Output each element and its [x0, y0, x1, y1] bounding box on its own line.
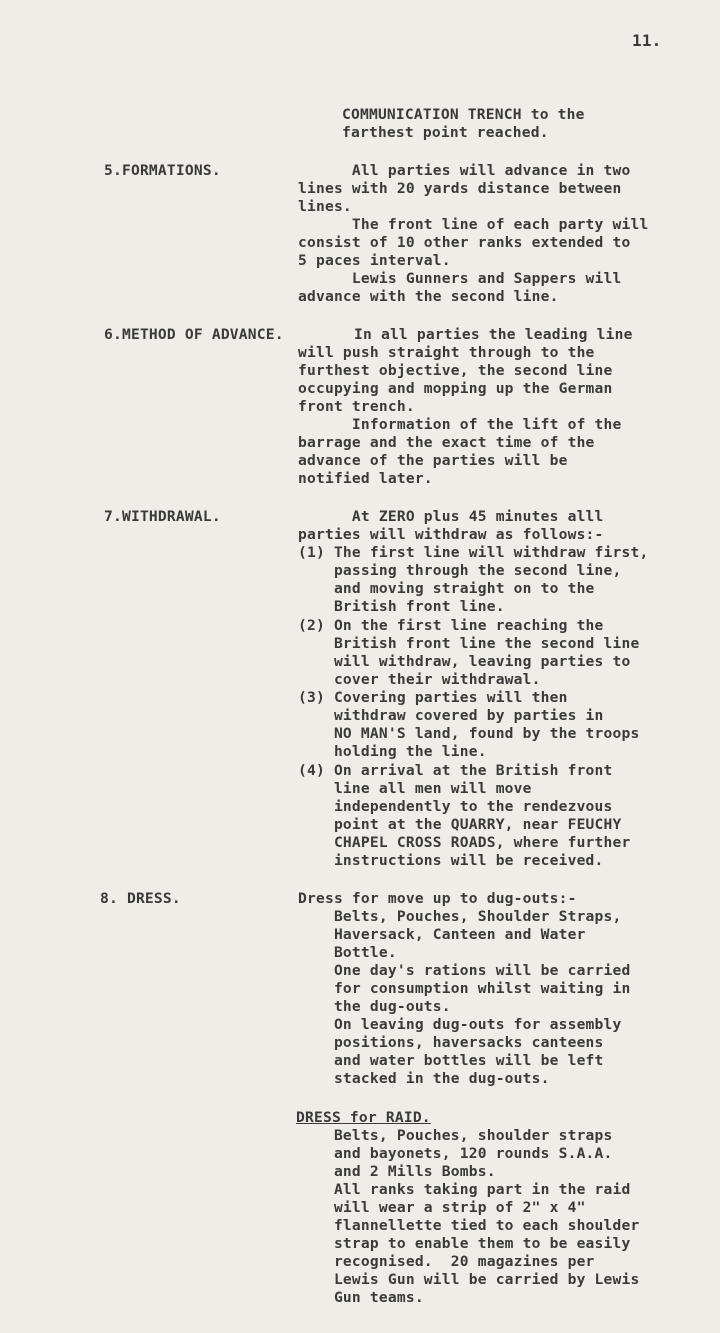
text-line: stacked in the dug-outs. [298, 1070, 550, 1087]
text-line: Gun teams. [298, 1289, 424, 1306]
text-line: line all men will move [298, 780, 532, 797]
text-line: strap to enable them to be easily [298, 1235, 631, 1252]
section-heading-withdrawal: 7.WITHDRAWAL. [104, 508, 221, 525]
text-line: occupying and mopping up the German [298, 380, 613, 397]
text-line: withdraw covered by parties in [298, 707, 604, 724]
text-line: British front line the second line [298, 635, 640, 652]
text-line: All ranks taking part in the raid [298, 1181, 631, 1198]
text-line: advance of the parties will be [298, 452, 568, 469]
text-line: front trench. [298, 398, 415, 415]
text-line: passing through the second line, [298, 562, 622, 579]
section-heading-method-of-advance: 6.METHOD OF ADVANCE. [104, 326, 284, 343]
text-line: In all parties the leading line [354, 326, 633, 343]
text-line: point at the QUARRY, near FEUCHY [298, 816, 622, 833]
subheading-dress-for-raid: DRESS for RAID. [296, 1109, 431, 1126]
text-line: parties will withdraw as follows:- [298, 526, 604, 543]
text-line: One day's rations will be carried [298, 962, 631, 979]
intro-line-2: farthest point reached. [342, 124, 549, 141]
text-line: Lewis Gunners and Sappers will [298, 270, 622, 287]
text-line: Information of the lift of the [298, 416, 622, 433]
text-line: lines with 20 yards distance between [298, 180, 622, 197]
section-heading-dress: 8. DRESS. [100, 890, 181, 907]
text-line: (1) The first line will withdraw first, [298, 544, 649, 561]
text-line: Lewis Gun will be carried by Lewis [298, 1271, 640, 1288]
text-line: and 2 Mills Bombs. [298, 1163, 496, 1180]
text-line: At ZERO plus 45 minutes alll [298, 508, 604, 525]
text-line: consist of 10 other ranks extended to [298, 234, 631, 251]
text-line: British front line. [298, 598, 505, 615]
text-line: instructions will be received. [298, 852, 604, 869]
text-line: notified later. [298, 470, 433, 487]
text-line: 5 paces interval. [298, 252, 451, 269]
page-number: 11. [632, 31, 662, 50]
text-line: will push straight through to the [298, 344, 595, 361]
text-line: positions, haversacks canteens [298, 1034, 604, 1051]
text-line: Belts, Pouches, Shoulder Straps, [298, 908, 622, 925]
text-line: and moving straight on to the [298, 580, 595, 597]
text-line: holding the line. [298, 743, 487, 760]
text-line: (3) Covering parties will then [298, 689, 568, 706]
text-line: All parties will advance in two [298, 162, 631, 179]
text-line: will wear a strip of 2" x 4" [298, 1199, 586, 1216]
text-line: (4) On arrival at the British front [298, 762, 613, 779]
text-line: Bottle. [298, 944, 397, 961]
section-heading-formations: 5.FORMATIONS. [104, 162, 221, 179]
text-line: Belts, Pouches, shoulder straps [298, 1127, 613, 1144]
text-line: recognised. 20 magazines per [298, 1253, 595, 1270]
text-line: the dug-outs. [298, 998, 451, 1015]
text-line: CHAPEL CROSS ROADS, where further [298, 834, 631, 851]
text-line: Haversack, Canteen and Water [298, 926, 586, 943]
text-line: Dress for move up to dug-outs:- [298, 890, 577, 907]
intro-line-1: COMMUNICATION TRENCH to the [342, 106, 585, 123]
text-line: The front line of each party will [298, 216, 649, 233]
text-line: furthest objective, the second line [298, 362, 613, 379]
text-line: independently to the rendezvous [298, 798, 613, 815]
text-line: flannellette tied to each shoulder [298, 1217, 640, 1234]
text-line: cover their withdrawal. [298, 671, 541, 688]
text-line: barrage and the exact time of the [298, 434, 595, 451]
text-line: for consumption whilst waiting in [298, 980, 631, 997]
text-line: and bayonets, 120 rounds S.A.A. [298, 1145, 613, 1162]
text-line: (2) On the first line reaching the [298, 617, 604, 634]
text-line: will withdraw, leaving parties to [298, 653, 631, 670]
text-line: On leaving dug-outs for assembly [298, 1016, 622, 1033]
text-line: and water bottles will be left [298, 1052, 604, 1069]
text-line: NO MAN'S land, found by the troops [298, 725, 640, 742]
text-line: lines. [298, 198, 352, 215]
text-line: advance with the second line. [298, 288, 559, 305]
